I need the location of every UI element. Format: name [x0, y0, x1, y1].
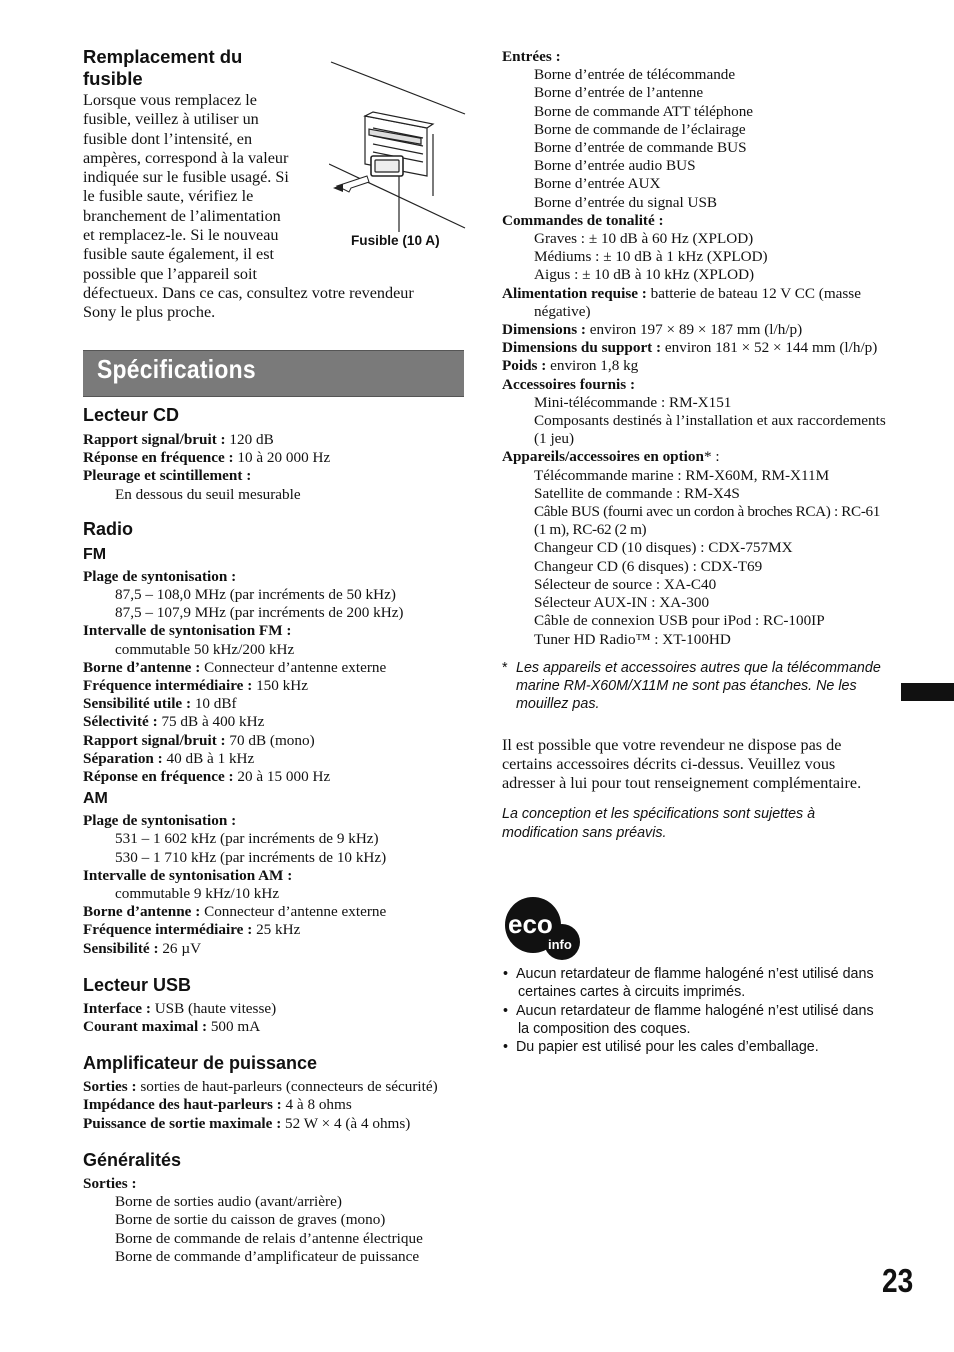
- eco-logo-sub: info: [548, 937, 572, 952]
- radio-heading: Radio: [83, 518, 134, 539]
- fuse-diagram: [329, 56, 469, 232]
- list-item: • Aucun retardateur de flamme halogéné n’est utilisé dans la composition des coques.: [503, 1002, 874, 1037]
- fuse-title: Remplacement du fusible: [83, 46, 243, 89]
- general-inputs: Entrées : Borne d’entrée de télécommande Borne d’entrée de l’antenne Borne de commande ATT téléphone Borne de commande de l’éclairage Borne d’entrée de commande BUS Borne d’entrée audio BUS Borne d’entrée AUX Borne d’entrée du signal USB Commandes de tonalité : Graves : ± 10 dB à 60 Hz (XPLOD) Médiums : ± 10 dB à 1 kHz (XPLOD) Aigus : ± 10 dB à 10 kHz (XPLOD) Alimentation requise : batterie de bateau 12 V CC (masse négative) Dimensions : environ 197 × 89 × 187 mm (l/h/p) Dimensions du support : environ 181 × 52 × 144 mm (l/h/p) Poids : environ 1,8 kg Accessoires fournis : Mini-télécommande : RM-X151 Composants destinés à l’installation et aux raccordements (1 jeu) Appareils/accessoires en option* : Télécommande marine : RM-X60M, RM-X11M Satellite de commande : RM-X4S Câble BUS (fourni avec un cordon à broches RCA) : RC-61 (1 m), RC-62 (2 m) Changeur CD (10 disques) : CDX-757MX Changeur CD (6 disques) : CDX-T69 Sélecteur de source : XA-C40 Sélecteur AUX-IN : XA-300 Câble de connexion USB pour iPod : RC-100IP Tuner HD Radio™ : XT-100HD: [502, 48, 886, 648]
- section-tab-marker: [901, 683, 954, 701]
- am-heading: AM: [83, 790, 108, 808]
- general-heading: Généralités: [83, 1149, 182, 1170]
- footnote-mark: *: [502, 659, 508, 676]
- eco-bullets: [503, 965, 887, 1056]
- dealer-note: Il est possible que votre revendeur ne dispose pas de certains accessoires décrits ci-dessus. Veuillez vous adresser à lui pour tout renseignement complémentaire.: [502, 735, 862, 793]
- fuse-text: Lorsque vous remplacez le fusible, veillez à utiliser un fusible dont l’intensité, en ampères, correspond à la valeur indiquée sur le fusible usagé. Si le fusible saute, vérifiez le branchement de l’alimentation et remplacez-le. Si le nouveau fusible saute également, il est possible que l’appareil soit défectueux. Dans ce cas, consultez votre revendeur Sony le plus proche.: [83, 91, 414, 322]
- list-item: • Du papier est utilisé pour les cales d’emballage.: [503, 1039, 819, 1056]
- fuse-label: Fusible (10 A): [351, 233, 440, 248]
- eco-logo-word: eco: [508, 909, 553, 939]
- specifications-banner: [83, 350, 464, 397]
- specs-left: [83, 404, 467, 1266]
- usb-specs: Interface : USB (haute vitesse) Courant maximal : 500 mA: [83, 999, 277, 1036]
- amp-specs: Sorties : sorties de haut-parleurs (connecteurs de sécurité) Impédance des haut-parleurs : 4 à 8 ohms Puissance de sortie maximale : 52 W × 4 (à 4 ohms): [83, 1078, 438, 1132]
- usb-heading: Lecteur USB: [83, 974, 192, 995]
- amp-heading: Amplificateur de puissance: [83, 1053, 318, 1074]
- list-item: • Aucun retardateur de flamme halogéné n’est utilisé dans certaines cartes à circuits imprimés.: [503, 966, 874, 1001]
- fm-heading: FM: [83, 545, 107, 563]
- design-note: La conception et les spécifications sont sujettes à modification sans préavis.: [502, 806, 816, 841]
- fm-specs: Plage de syntonisation : 87,5 – 108,0 MHz (par incréments de 50 kHz) 87,5 – 107,9 MHz (par incréments de 200 kHz) Intervalle de syntonisation FM : commutable 50 kHz/200 kHz Borne d’antenne : Connecteur d’antenne externe Fréquence intermédiaire : 150 kHz Sensibilité utile : 10 dBf Sélectivité : 75 dB à 400 kHz Rapport signal/bruit : 70 dB (mono) Séparation : 40 dB à 1 kHz Réponse en fréquence : 20 à 15 000 Hz: [83, 567, 404, 786]
- right-column: [502, 46, 886, 842]
- footnote: * Les appareils et accessoires autres que la télécommande marine RM-X60M/X11M ne sont pas étanches. Ne les mouillez pas.: [502, 659, 881, 713]
- general-outputs: Sorties : Borne de sorties audio (avant/arrière) Borne de sortie du caisson de graves (mono) Borne de commande de relais d’antenne électrique Borne de commande d’amplificateur de puissance: [83, 1174, 423, 1265]
- cd-heading: Lecteur CD: [83, 405, 180, 425]
- cd-specs: Rapport signal/bruit : 120 dB Réponse en fréquence : 10 à 20 000 Hz Pleurage et scintillement : En dessous du seuil mesurable: [83, 431, 331, 503]
- am-specs: Plage de syntonisation : 531 – 1 602 kHz (par incréments de 9 kHz) 530 – 1 710 kHz (par incréments de 10 kHz) Intervalle de syntonisation AM : commutable 9 kHz/10 kHz Borne d’antenne : Connecteur d’antenne externe Fréquence intermédiaire : 25 kHz Sensibilité : 26 µV: [83, 812, 387, 957]
- specifications-title: Spécifications: [97, 354, 256, 384]
- page-number: 23: [882, 1262, 914, 1299]
- eco-info-logo: [504, 896, 582, 960]
